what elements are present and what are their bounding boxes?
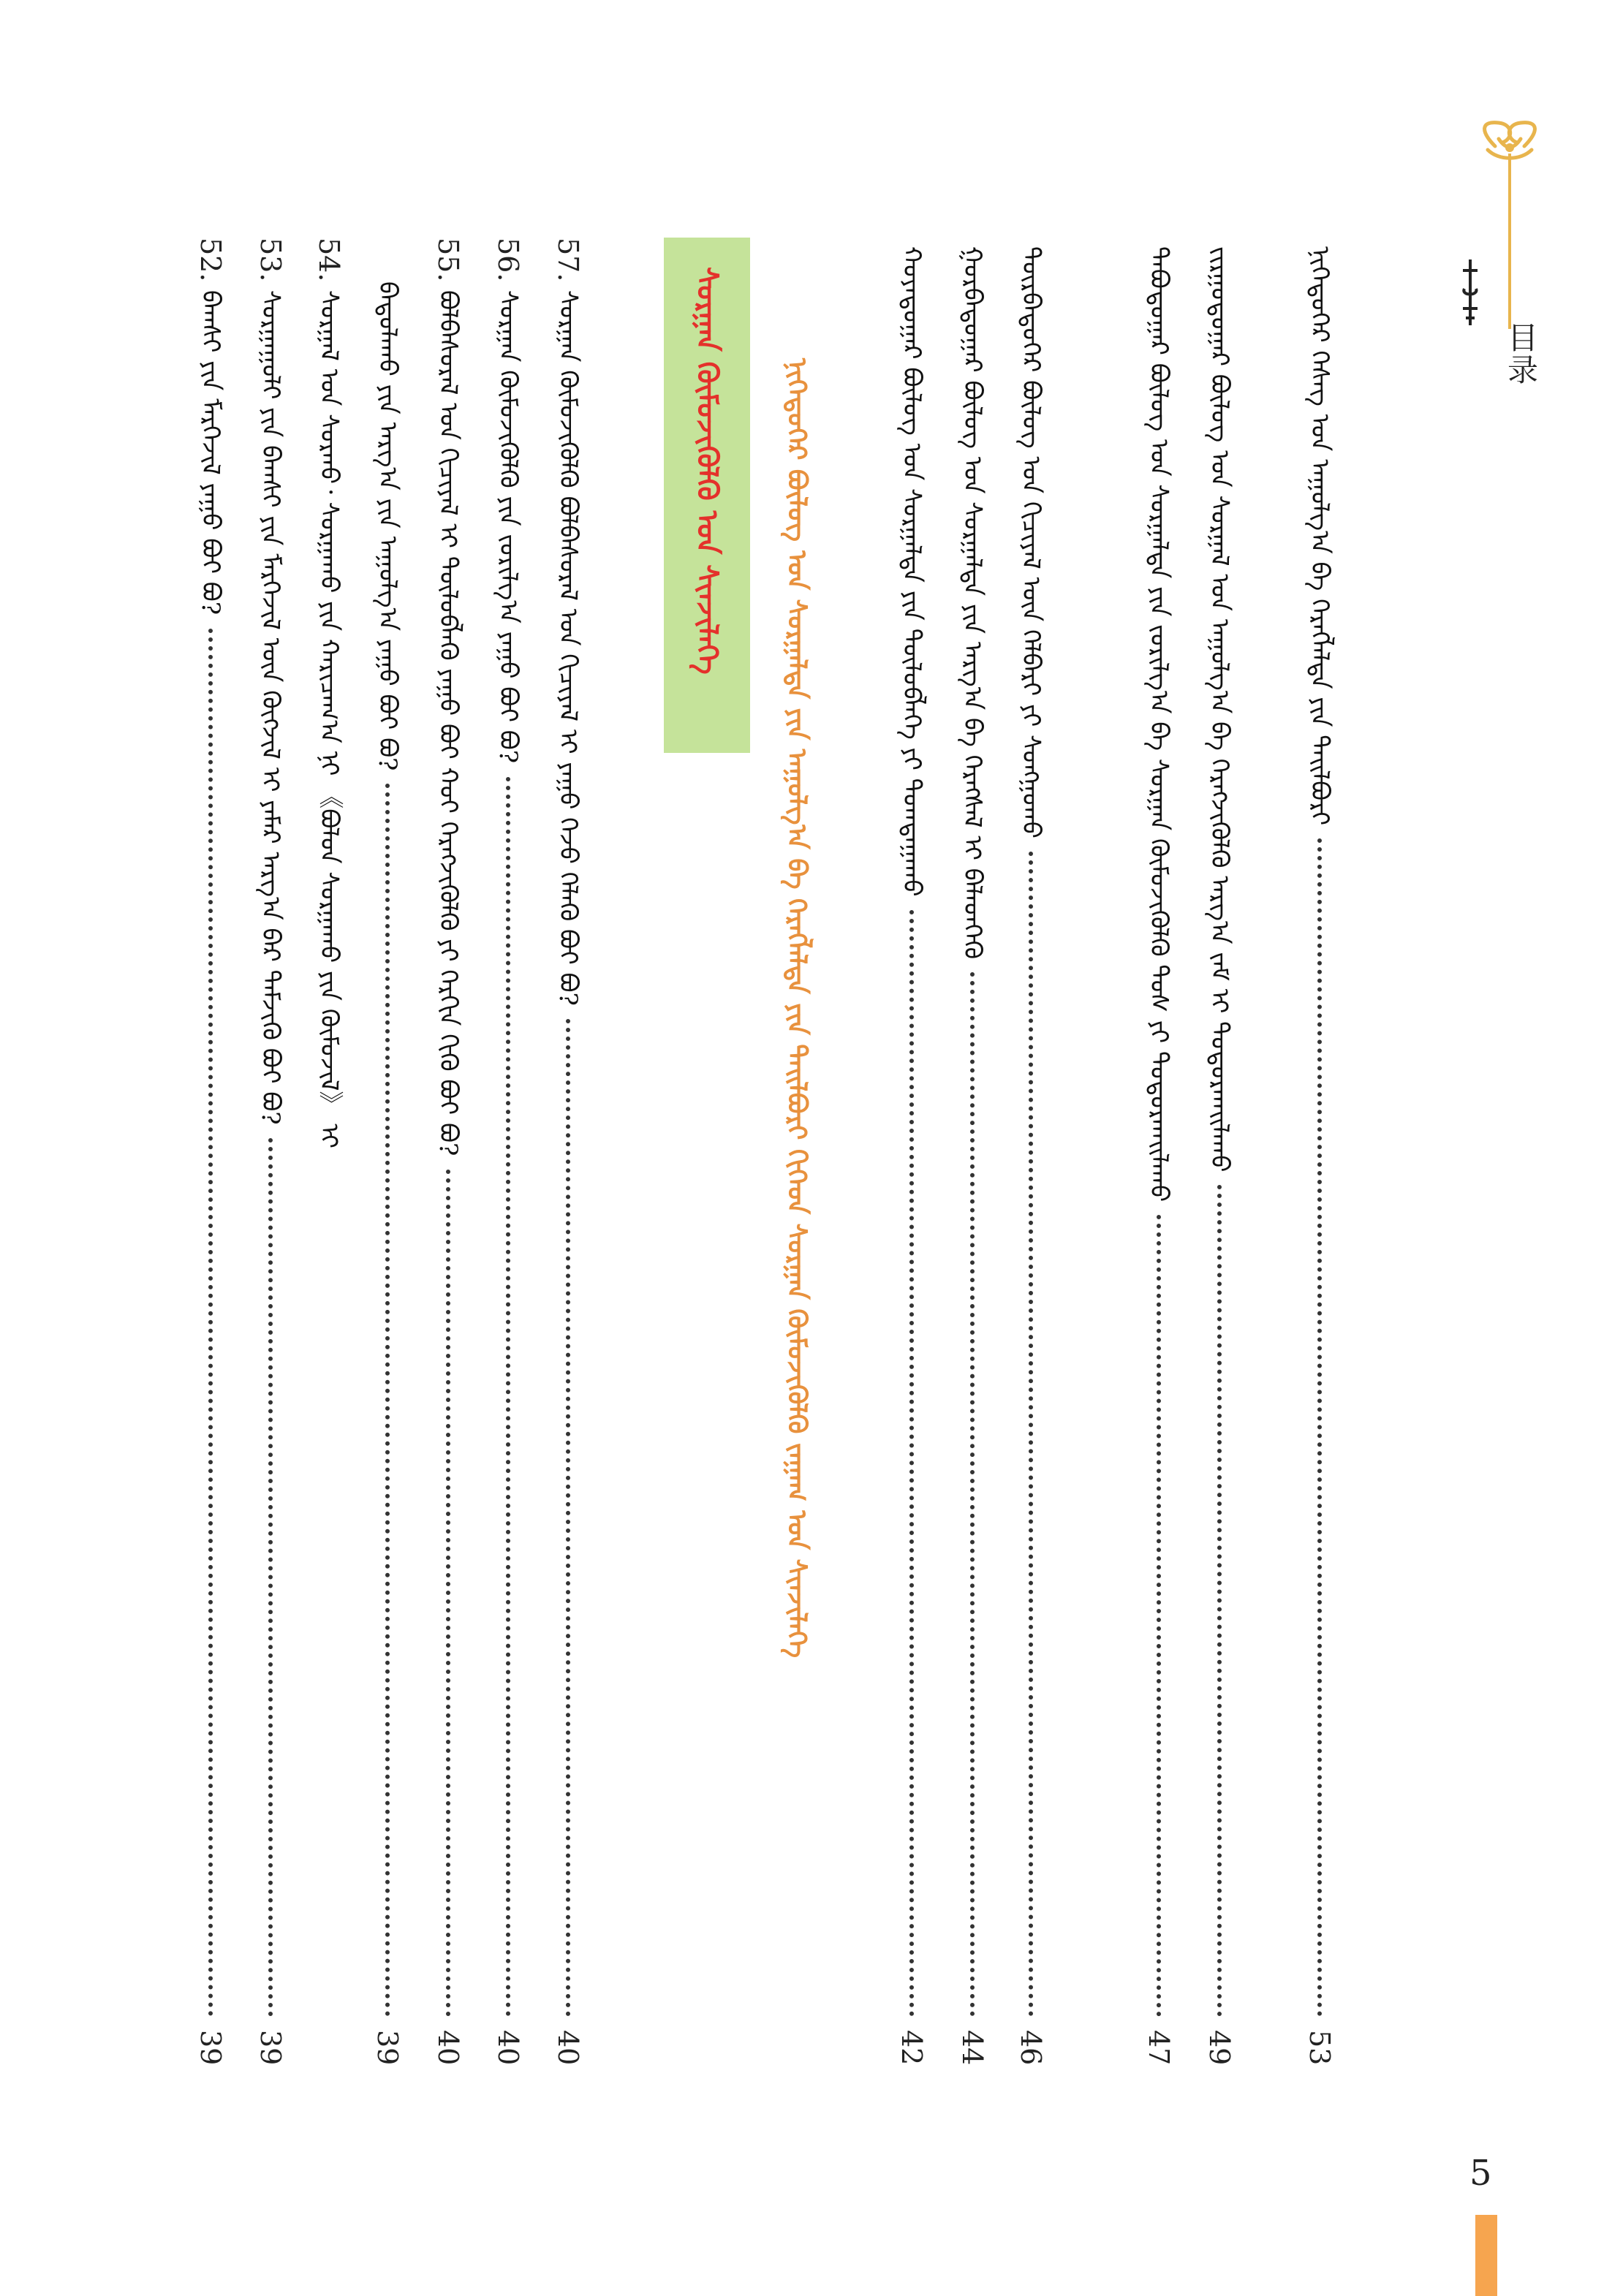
toc-entry-page: 39	[194, 2029, 227, 2065]
toc-entry-page: 40	[492, 2029, 524, 2065]
toc-entry-page: 42	[896, 2029, 928, 2065]
toc-entry[interactable]	[893, 238, 930, 2065]
toc-entry-title: ᠰᠤᠷᠭᠠᠭᠤᠯᠢ ᠶᠢᠨ ᠪᠠᠭᠰᠢ ᠶᠢᠨ ᠮᠡᠷᠭᠡᠵᠢᠯ ᠦᠨ ᠬᠥᠭᠵᠢᠯ ᠢ ᠶᠠᠮᠠᠷ ᠠᠷᠭ᠎ᠠ ᠪᠠᠷ ᠳᠡᠮᠵᠢᠬᠦ ᠪᠤᠢ ᠪᠤ?	[256, 290, 285, 1126]
toc-entry-leader	[268, 1138, 273, 2017]
section-banner-text: ᠰᠤᠷᠭᠠᠨ ᠬᠦᠮᠦᠵᠢᠭᠦᠯᠬᠦ ᠤᠨ ᠰᠢᠨᠵᠢᠯᠡᠭᠡ	[690, 267, 725, 675]
toc-entry-leader	[1317, 838, 1322, 2017]
toc-entry-page: 44	[956, 2029, 988, 2065]
corner-tab	[1475, 2215, 1497, 2296]
section-heading-text: ᠨᠢᠭᠡᠳᠦᠭᠡᠷ ᠪᠦᠯᠦᠭ ᠤᠨ ᠰᠤᠷᠭᠠᠯᠲᠠ ᠶᠢᠨ ᠠᠭᠤᠯᠭ᠎ᠠ ᠪᠠ ᠬᠡᠷᠡᠭᠯᠡᠯᠲᠡ ᠶᠢᠨ ᠲᠠᠢᠯᠪᠤᠷᠢ ᠬᠢᠭᠡᠳ ᠰᠤᠷᠭᠠᠨ ᠬᠦᠮᠦᠵᠢᠭᠦᠯᠬᠦ ᠵᠠᠭᠠᠭ ᠤᠨ ᠰᠢᠨᠵᠢᠯᠡᠭᠡ	[782, 358, 812, 1658]
toc-entry[interactable]	[369, 238, 406, 2065]
toc-entry-page: 53	[1304, 2029, 1336, 2065]
toc-entry-title: ᠪᠠᠲᠤᠯᠠᠬᠤ ᠶᠢᠨ ᠠᠷᠭ᠎ᠠ ᠶᠢᠨ ᠠᠭᠤᠯᠭ᠎ᠠ ᠶᠠᠭᠤ ᠪᠤᠢ ᠪᠤ?	[373, 281, 402, 771]
toc-entry-title: ᠳᠥᠷᠪᠡᠳᠦᠭᠡᠷ ᠪᠦᠯᠦᠭ ᠤᠨ ᠬᠢᠴᠢᠶᠡᠯ ᠦᠨ ᠬᠡᠯᠪᠡᠷᠢ ᠶᠢ ᠰᠣᠩᠭᠤᠬᠤ	[1016, 246, 1045, 838]
toc-entry[interactable]	[550, 238, 586, 2065]
toc-entry-page: 40	[432, 2029, 464, 2065]
toc-entry-page: 49	[1203, 2029, 1236, 2065]
toc-entry-title: ᠰᠤᠷᠭᠠᠨ ᠬᠦᠮᠦᠵᠢᠭᠦᠯᠬᠦ ᠶᠢᠨ ᠵᠣᠷᠢᠯᠭ᠎ᠠ ᠶᠠᠭᠤ ᠪᠤᠢ ᠪᠤ?	[493, 290, 523, 764]
toc-entry-leader	[506, 777, 510, 2017]
toc-entry-page: 39	[371, 2029, 404, 2065]
toc-entry-number: 53.	[254, 238, 287, 282]
toc-entry[interactable]	[192, 238, 229, 2065]
toc-entry-number: 54.	[313, 238, 345, 282]
page-number: 5	[1469, 2153, 1492, 2194]
toc-entry-leader	[208, 629, 213, 2017]
toc-entry[interactable]	[1201, 238, 1238, 2065]
toc-entry-title: ᠪᠠᠭᠰᠢ ᠶᠢᠨ ᠮᠡᠷᠭᠡᠵᠢᠯ ᠶᠠᠭᠤ ᠪᠤᠢ ᠪᠤ?	[196, 290, 225, 615]
toc-entry-title: ᠰᠤᠷᠭᠠᠯ ᠤᠨ ᠰᠤᠷᠬᠤ᠂ ᠰᠤᠷᠭᠠᠬᠤ ᠶᠢᠨ ᠬᠠᠷᠢᠴᠠᠭ᠎ᠠ ᠨᠢ 《ᠪᠤᠯᠤᠨ ᠰᠤᠷᠭᠠᠬᠤ ᠶᠢᠨ ᠬᠦᠮᠦᠵᠢᠯ》 ᠢ	[314, 290, 344, 1149]
header-title: 目录	[1503, 322, 1539, 386]
toc-entry[interactable]	[490, 238, 526, 2065]
toc-entry-title: ᠲᠠᠪᠤᠳᠤᠭᠠᠷ ᠪᠦᠯᠦᠭ ᠤᠨ ᠰᠤᠷᠭᠠᠯᠲᠠ ᠶᠢᠨ ᠵᠣᠷᠢᠯᠭ᠎ᠠ ᠪᠠ ᠰᠤᠷᠭᠠᠨ ᠬᠦᠮᠦᠵᠢᠭᠦᠯᠬᠦ ᠲᠤᠰ ᠶᠢ ᠲᠣᠳᠤᠷᠬᠠᠢᠯᠠᠬᠤ	[1144, 246, 1173, 1202]
toc-entry-leader	[1217, 1185, 1222, 2016]
toc-entry-title: ᠬᠣᠶᠠᠳᠤᠭᠠᠷ ᠪᠦᠯᠦᠭ ᠤᠨ ᠰᠤᠷᠭᠠᠯᠲᠠ ᠶᠢᠨ ᠲᠥᠯᠦᠪᠯᠡᠭᠡ ᠶᠢ ᠲᠣᠭᠲᠠᠭᠠᠬᠤ	[897, 246, 926, 897]
toc-entry[interactable]	[311, 238, 347, 2065]
toc-entry-title: ᠭᠤᠷᠪᠠᠳᠤᠭᠠᠷ ᠪᠦᠯᠦᠭ ᠤᠨ ᠰᠤᠷᠭᠠᠯᠲᠠ ᠶᠢᠨ ᠠᠷᠭ᠎ᠠ ᠪᠠ ᠬᠡᠷᠡᠭᠰᠡᠯ ᠢ ᠪᠡᠯᠡᠳᠬᠡᠬᠦ	[958, 246, 987, 960]
section-heading	[779, 344, 815, 1658]
toc-entry-leader	[446, 1170, 450, 2017]
toc-entry-number: 55.	[432, 238, 464, 282]
toc-entry-page: 40	[552, 2029, 584, 2065]
toc-entry[interactable]	[954, 238, 991, 2065]
toc-entry-number: 56.	[492, 238, 524, 282]
toc-entry-title: ᠰᠤᠷᠭᠠᠨ ᠬᠦᠮᠦᠵᠢᠭᠦᠯᠬᠦ ᠪᠣᠯᠪᠠᠰᠤᠷᠠᠯ ᠤᠨ ᠬᠢᠴᠢᠶᠡᠯ ᠢ ᠶᠠᠭᠤ ᠭᠡᠵᠦ ᠬᠡᠯᠡᠬᠦ ᠪᠤᠢ ᠪᠤ?	[553, 290, 583, 1007]
toc-entry-title: ᠨᠢᠭᠡᠳᠦᠭᠡᠷ ᠬᠡᠰᠡᠭ ᠤᠨ ᠠᠭᠤᠯᠭ᠎ᠠ ᠪᠠ ᠬᠡᠷᠡᠭᠯᠡᠯᠲᠡ ᠶᠢᠨ ᠲᠠᠢᠯᠪᠤᠷᠢ	[1305, 246, 1334, 826]
toc-entry-title: ᠪᠣᠯᠪᠠᠰᠤᠷᠠᠯ ᠤᠨ ᠬᠢᠴᠢᠶᠡᠯ ᠢ ᠲᠥᠯᠦᠪᠯᠡᠬᠦ ᠶᠠᠭᠤ ᠪᠣᠢ ᠬᠣᠢ ᠬᠡᠷᠡᠭᠵᠢᠭᠦᠯᠬᠦ ᠶᠢ ᠬᠡᠷᠬᠢᠨ ᠬᠢᠬᠦ ᠪᠤᠢ ᠪᠤ?	[434, 290, 463, 1156]
toc-entry-page: 46	[1015, 2029, 1047, 2065]
toc-entry-leader	[970, 972, 975, 2017]
toc-entry[interactable]	[1301, 238, 1338, 2065]
toc-entry-number: 52.	[194, 238, 227, 282]
toc-entry-title: ᠵᠢᠷᠭᠤᠳᠤᠭᠠᠷ ᠪᠦᠯᠦᠭ ᠤᠨ ᠰᠤᠷᠭᠠᠯ ᠤᠨ ᠠᠭᠤᠯᠭ᠎ᠠ ᠪᠠ ᠬᠡᠷᠡᠭᠵᠢᠭᠦᠯᠬᠦ ᠠᠷᠭ᠎ᠠ ᠵᠠᠮ ᠢ ᠲᠤᠳᠤᠷᠬᠠᠢᠯᠠᠬᠤ	[1205, 246, 1234, 1172]
toc-entry-leader	[1157, 1215, 1161, 2016]
toc-entry-leader	[1029, 852, 1033, 2017]
header-mongol-label-icon	[1457, 256, 1483, 329]
toc-entry[interactable]	[252, 238, 289, 2065]
toc-entry-leader	[566, 1019, 570, 2016]
toc-entry-leader	[385, 784, 390, 2016]
toc-entry-page: 39	[254, 2029, 287, 2065]
toc-entry-leader	[909, 910, 914, 2017]
ornament-icon	[1473, 117, 1554, 336]
section-banner	[664, 238, 750, 753]
toc-entry[interactable]	[1140, 238, 1177, 2065]
toc-entry-number: 57.	[552, 238, 584, 282]
toc-entry[interactable]	[430, 238, 466, 2065]
toc-entry[interactable]	[1013, 238, 1049, 2065]
toc-entry-page: 47	[1143, 2029, 1175, 2065]
